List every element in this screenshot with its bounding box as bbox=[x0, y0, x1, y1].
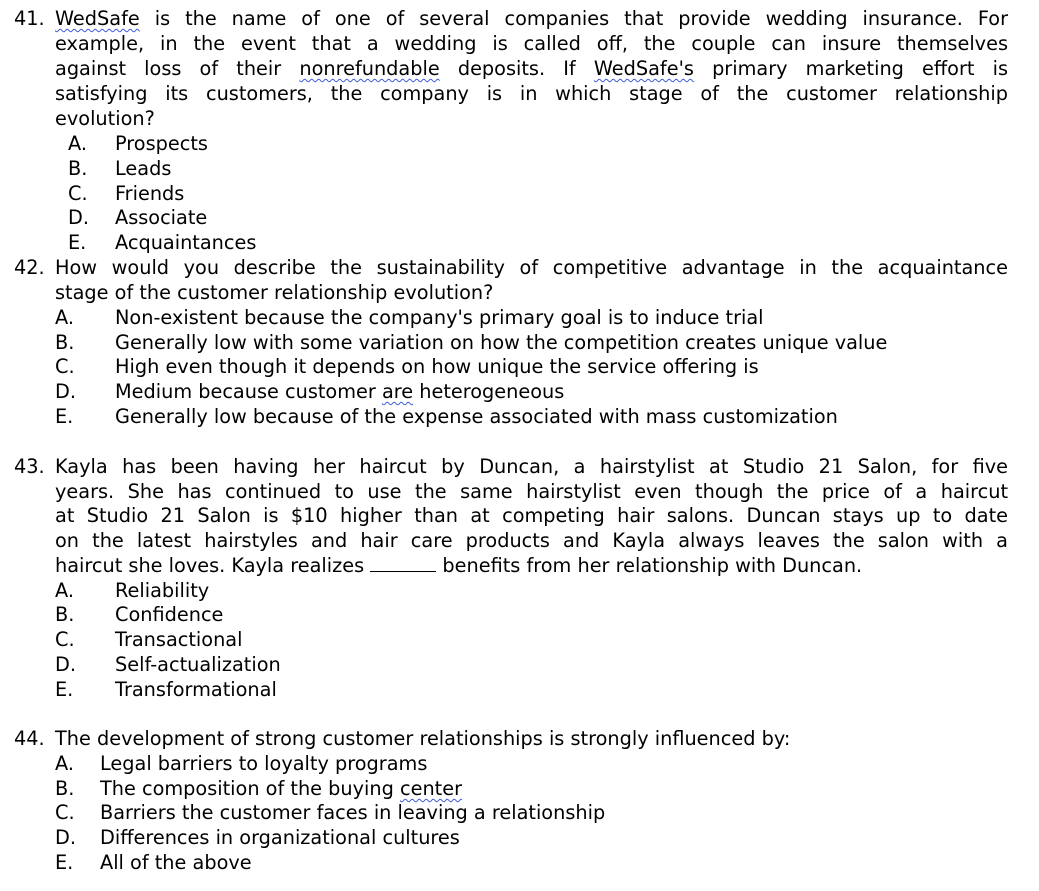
option-text: High even though it depends on how unique the service offering is bbox=[115, 355, 759, 378]
option-text: Differences in organizational cultures bbox=[100, 826, 460, 849]
option-letter: E. bbox=[55, 678, 74, 701]
option-letter: E. bbox=[68, 231, 87, 254]
spellcheck-word[interactable]: are bbox=[381, 380, 414, 403]
question-text-line: WedSafe is the name of one of several companies that provide wedding insurance. For bbox=[55, 7, 1008, 30]
question-text-line: evolution? bbox=[55, 107, 155, 130]
option-letter: E. bbox=[55, 851, 74, 874]
option-text: Legal barriers to loyalty programs bbox=[100, 752, 428, 775]
option-text: All of the above bbox=[100, 851, 252, 874]
option-letter: C. bbox=[68, 182, 88, 205]
option-letter: B. bbox=[68, 157, 88, 180]
option-letter: B. bbox=[55, 331, 75, 354]
option-letter: B. bbox=[55, 777, 75, 800]
question-text-line: How would you describe the sustainability of competitive advantage in the acquaintance bbox=[55, 256, 1008, 279]
option-text: Confidence bbox=[115, 603, 224, 626]
option-text: Medium because customer are heterogeneous bbox=[115, 380, 565, 403]
option-letter: C. bbox=[55, 355, 75, 378]
question-text-line: example, in the event that a wedding is called off, the couple can insure themselves bbox=[55, 32, 1008, 55]
option-text: Leads bbox=[115, 157, 172, 180]
option-letter: D. bbox=[55, 826, 76, 849]
option-letter: A. bbox=[68, 132, 87, 155]
option-text: Non-existent because the company's primary goal is to induce trial bbox=[115, 306, 764, 329]
option-letter: A. bbox=[55, 306, 74, 329]
option-text: Generally low with some variation on how the competition creates unique value bbox=[115, 331, 888, 354]
option-text: The composition of the buying center bbox=[100, 777, 463, 800]
option-letter: D. bbox=[55, 380, 76, 403]
option-letter: C. bbox=[55, 801, 75, 824]
option-text: Reliability bbox=[115, 579, 210, 602]
option-letter: A. bbox=[55, 579, 74, 602]
spellcheck-word[interactable]: WedSafe's bbox=[593, 57, 694, 80]
fill-in-blank bbox=[370, 557, 436, 572]
option-letter: C. bbox=[55, 628, 75, 651]
question-number: 44. bbox=[14, 727, 45, 750]
question-number: 43. bbox=[14, 455, 45, 478]
option-text: Barriers the customer faces in leaving a relationship bbox=[100, 801, 606, 824]
question-text-line: at Studio 21 Salon is $10 higher than at competing hair salons. Duncan stays up to date bbox=[55, 504, 1008, 527]
option-letter: D. bbox=[55, 653, 76, 676]
option-letter: B. bbox=[55, 603, 75, 626]
option-text: Prospects bbox=[115, 132, 208, 155]
question-text-line: The development of strong customer relationships is strongly influenced by: bbox=[55, 727, 791, 750]
option-text: Self-actualization bbox=[115, 653, 281, 676]
question-text-line: years. She has continued to use the same hairstylist even though the price of a haircut bbox=[55, 480, 1008, 503]
option-letter: A. bbox=[55, 752, 74, 775]
spellcheck-word[interactable]: nonrefundable bbox=[299, 57, 440, 80]
question-number: 41. bbox=[14, 7, 45, 30]
question-text-line: haircut she loves. Kayla realizes benefits from her relationship with Duncan. bbox=[55, 554, 863, 577]
option-text: Acquaintances bbox=[115, 231, 257, 254]
question-text-line: on the latest hairstyles and hair care products and Kayla always leaves the salon with a bbox=[55, 529, 1008, 552]
option-letter: D. bbox=[68, 206, 89, 229]
option-text: Transformational bbox=[115, 678, 277, 701]
question-text-line: satisfying its customers, the company is in which stage of the customer relationship bbox=[55, 82, 1008, 105]
spellcheck-word[interactable]: center bbox=[399, 777, 463, 800]
option-text: Transactional bbox=[115, 628, 243, 651]
question-text-line: against loss of their nonrefundable deposits. If WedSafe's primary marketing effort is bbox=[55, 57, 1008, 80]
option-text: Friends bbox=[115, 182, 185, 205]
option-text: Generally low because of the expense associated with mass customization bbox=[115, 405, 838, 428]
spellcheck-word[interactable]: WedSafe bbox=[55, 7, 140, 30]
option-text: Associate bbox=[115, 206, 208, 229]
question-text-line: stage of the customer relationship evolution? bbox=[55, 281, 494, 304]
question-text-line: Kayla has been having her haircut by Duncan, a hairstylist at Studio 21 Salon, for five bbox=[55, 455, 1008, 478]
question-number: 42. bbox=[14, 256, 45, 279]
option-letter: E. bbox=[55, 405, 74, 428]
